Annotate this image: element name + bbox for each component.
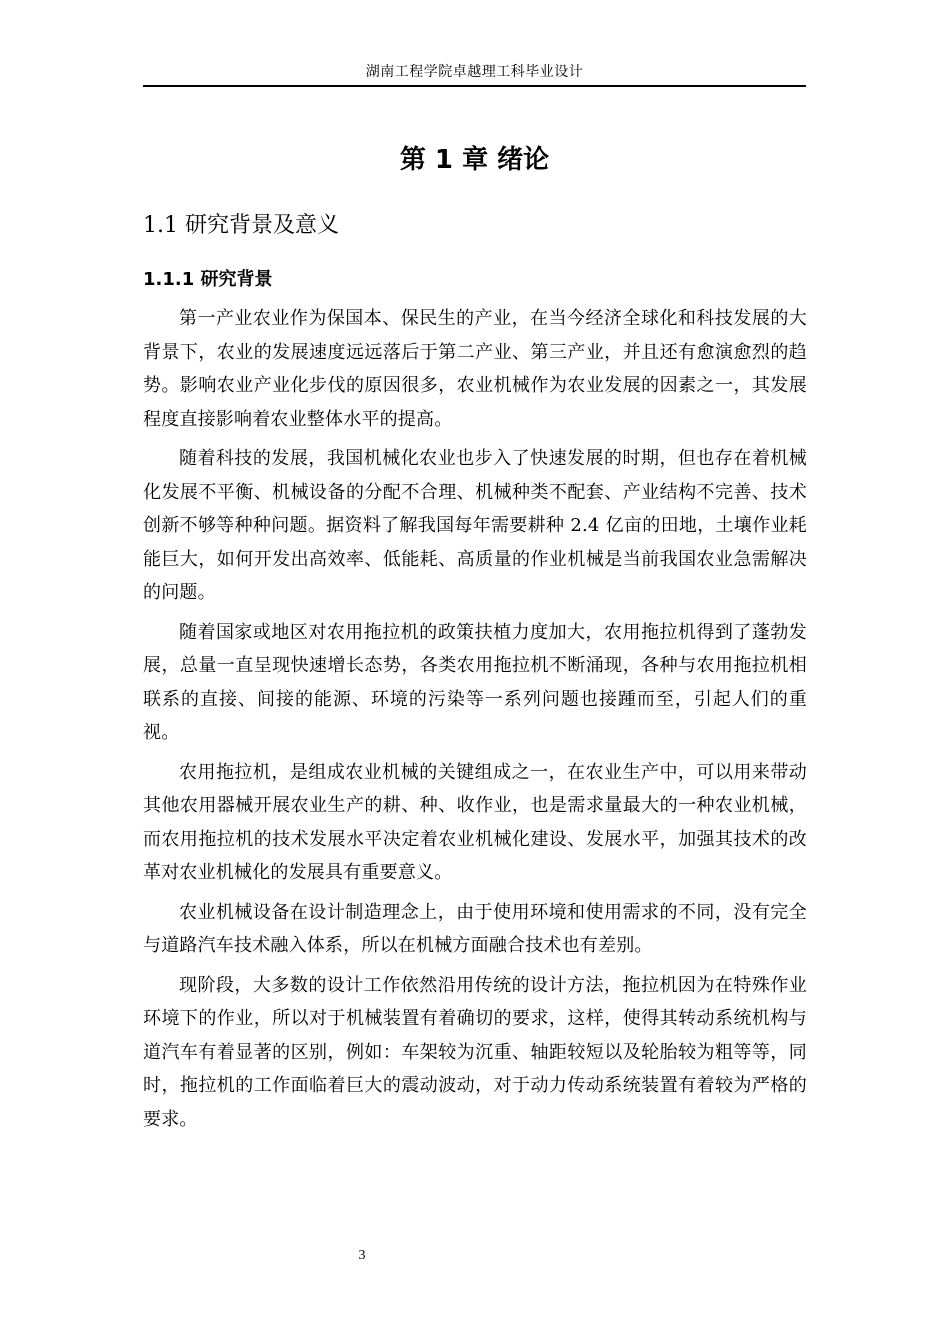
section-title: 1.1 研究背景及意义: [143, 213, 339, 238]
body-text: [143, 302, 807, 1142]
paragraph: 随着国家或地区对农用拖拉机的政策扶植力度加大，农用拖拉机得到了蓬勃发展，总量一直呈现快速增长态势，各类农用拖拉机不断涌现，各种与农用拖拉机相联系的直接、间接的能源、环境的污染等一系列问题也接踵而至，引起人们的重视。: [143, 621, 807, 743]
page-number: 3: [358, 1248, 366, 1263]
running-header: 湖南工程学院卓越理工科毕业设计: [365, 64, 584, 80]
paragraph: 现阶段，大多数的设计工作依然沿用传统的设计方法，拖拉机因为在特殊作业环境下的作业，所以对于机械装置有着确切的要求，这样，使得其转动系统机构与道汽车有着显著的区别，例如：车架较为沉重、轴距较短以及轮胎较为粗等等，同时，拖拉机的工作面临着巨大的震动波动，对于动力传动系统装置有着较为严格的要求。: [143, 974, 807, 1130]
paragraph: 农业机械设备在设计制造理念上，由于使用环境和使用需求的不同，没有完全与道路汽车技术融入体系，所以在机械方面融合技术也有差别。: [143, 901, 807, 956]
paragraph: 第一产业农业作为保国本、保民生的产业，在当今经济全球化和科技发展的大背景下，农业的发展速度远远落后于第二产业、第三产业，并且还有愈演愈烈的趋势。影响农业产业化步伐的原因很多，农业机械作为农业发展的因素之一，其发展程度直接影响着农业整体水平的提高。: [143, 308, 807, 430]
chapter-title: 第 1 章 绪论: [399, 145, 550, 175]
header-rule: [143, 85, 806, 87]
subsection-title: 1.1.1 研究背景: [143, 269, 273, 290]
paragraph: 农用拖拉机，是组成农业机械的关键组成之一，在农业生产中，可以用来带动其他农用器械开展农业生产的耕、种、收作业，也是需求量最大的一种农业机械，而农用拖拉机的技术发展水平决定着农业机械化建设、发展水平，加强其技术的改革对农业机械化的发展具有重要意义。: [143, 761, 807, 883]
paragraph: 随着科技的发展，我国机械化农业也步入了快速发展的时期，但也存在着机械化发展不平衡、机械设备的分配不合理、机械种类不配套、产业结构不完善、技术创新不够等种种问题。据资料了解我国每年需要耕种 2.4 亿亩的田地，土壤作业耗能巨大，如何开发出高效率、低能耗、高质量的作业机械是当前我国农业急需解决的问题。: [143, 448, 807, 603]
